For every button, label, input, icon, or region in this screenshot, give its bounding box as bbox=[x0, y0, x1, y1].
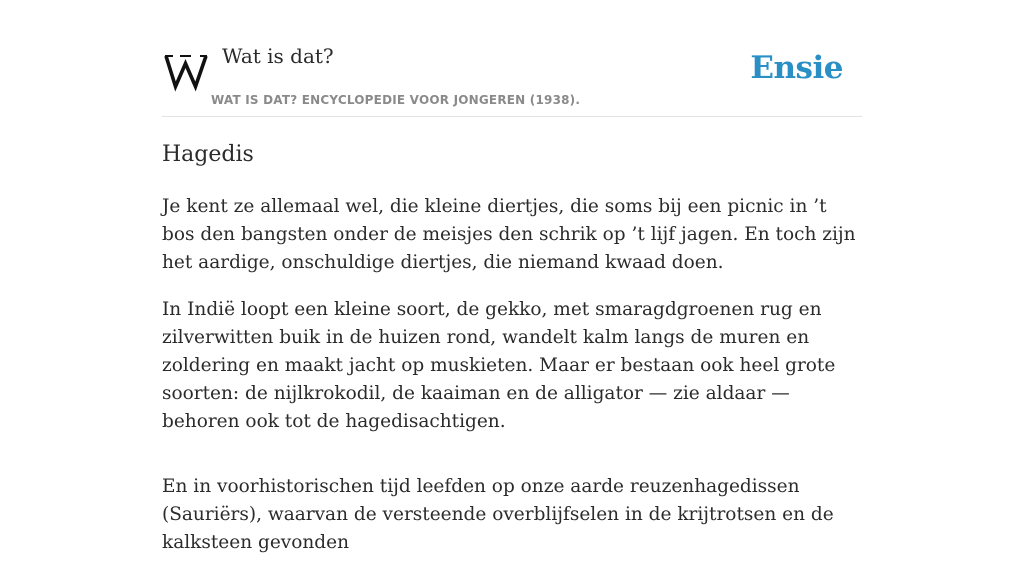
article-paragraph: Je kent ze allemaal wel, die kleine diertjes, die soms bij een picnic in ’t bos den bangsten onder de meisjes den schrik op ’t lijf jagen. En toch zijn het aardige, onschuldige diertjes, die niemand kwaad doen. bbox=[162, 196, 856, 273]
article-paragraph: En in voorhistorischen tijd leefden op onze aarde reuzenhagedissen (Sauriërs), waarvan de versteende overblijfselen in de krijtrotsen en de kalksteen gevonden bbox=[162, 476, 834, 553]
header-subtitle: WAT IS DAT? ENCYCLOPEDIE VOOR JONGEREN (1938). bbox=[211, 93, 581, 107]
header bbox=[162, 0, 862, 117]
header-title[interactable]: Wat is dat? bbox=[222, 44, 334, 68]
ensie-brand-link[interactable]: Ensie bbox=[750, 50, 843, 86]
wikipedia-w-icon[interactable] bbox=[165, 52, 207, 90]
article-title: Hagedis bbox=[162, 142, 254, 167]
article-paragraph: In Indië loopt een kleine soort, de gekko, met smaragdgroenen rug en zilverwitten buik in de huizen rond, wandelt kalm langs de muren en zoldering en maakt jacht op muskieten. Maar er bestaan ook heel grote soorten: de nijlkrokodil, de kaaiman en de alligator — zie aldaar — behoren ook tot de hagedisachtigen. bbox=[162, 299, 836, 432]
article bbox=[162, 138, 862, 576]
